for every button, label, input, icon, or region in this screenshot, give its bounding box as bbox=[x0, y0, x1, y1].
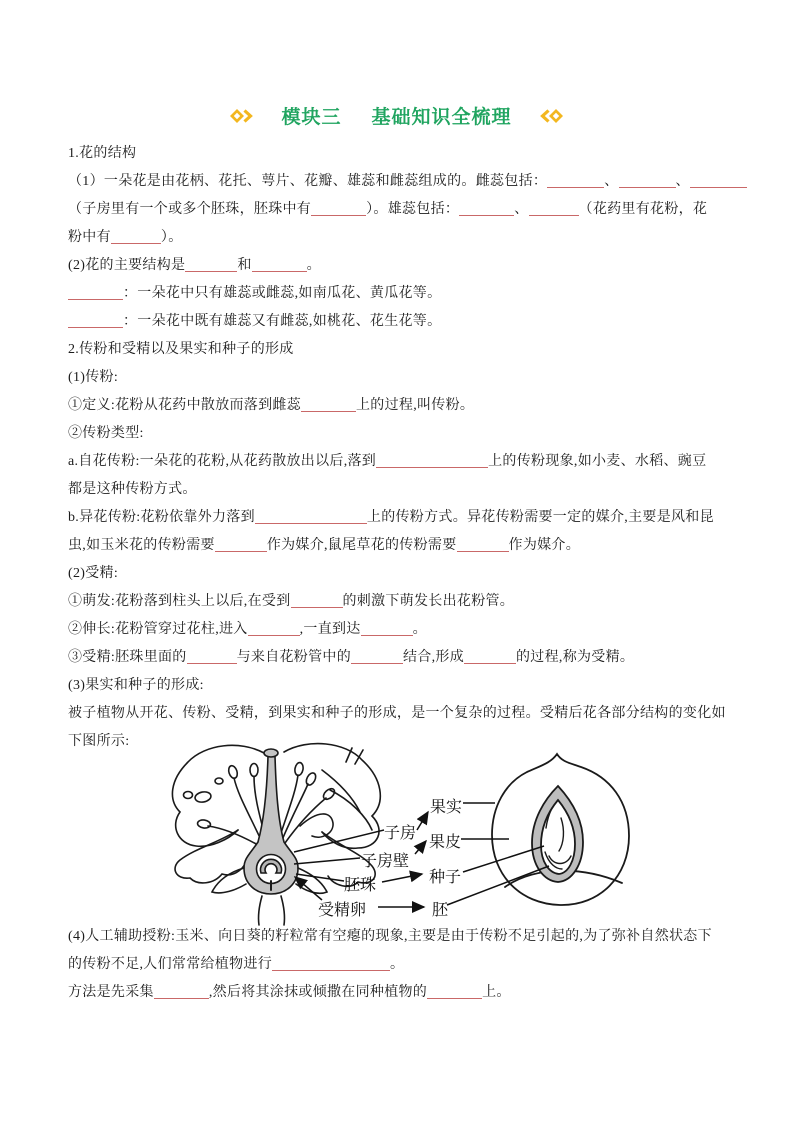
label-ovule: 胚珠 bbox=[344, 877, 377, 894]
text-segment: 结合,形成 bbox=[403, 650, 464, 665]
label-ovary-wall: 子房壁 bbox=[361, 853, 410, 870]
fill-blank bbox=[111, 229, 161, 244]
text-segment: a.自花传粉:一朵花的花粉,从花药散放出以后,落到 bbox=[68, 454, 377, 469]
text-line bbox=[68, 560, 738, 588]
text-line bbox=[68, 168, 738, 196]
text-line bbox=[68, 476, 738, 504]
text-segment: 上的传粉现象,如小麦、水稻、豌豆 bbox=[488, 454, 707, 469]
fill-blank bbox=[215, 537, 267, 552]
text-segment: （子房里有一个或多个胚珠，胚珠中有 bbox=[68, 202, 312, 217]
text-segment: 的传粉不足,人们常常给植物进行 bbox=[68, 957, 272, 972]
text-segment: (2)花的主要结构是 bbox=[68, 258, 186, 273]
text-segment: 上的过程,叫传粉。 bbox=[356, 398, 475, 413]
text-segment: ）。雄蕊包括： bbox=[366, 202, 460, 217]
text-line bbox=[68, 588, 738, 616]
text-segment: 的过程,称为受精。 bbox=[516, 650, 635, 665]
fill-blank bbox=[547, 173, 604, 188]
fruit-illustration bbox=[492, 754, 629, 905]
flower-fruit-diagram bbox=[150, 738, 662, 926]
text-line bbox=[68, 280, 738, 308]
fill-blank bbox=[690, 173, 747, 188]
text-segment: 。 bbox=[412, 622, 427, 637]
fill-blank bbox=[376, 453, 488, 468]
fill-blank bbox=[529, 201, 579, 216]
fill-blank bbox=[464, 649, 516, 664]
content-lines-after-diagram bbox=[68, 923, 738, 1007]
text-segment: (2)受精: bbox=[68, 566, 119, 581]
fill-blank bbox=[361, 621, 413, 636]
text-line bbox=[68, 644, 738, 672]
text-line bbox=[68, 616, 738, 644]
text-line bbox=[68, 140, 738, 168]
fill-blank bbox=[252, 257, 307, 272]
text-line bbox=[68, 364, 738, 392]
text-segment: 下图所示: bbox=[68, 734, 130, 749]
text-segment: ：一朵花中只有雄蕊或雌蕊,如南瓜花、黄瓜花等。 bbox=[123, 286, 442, 301]
chevron-left-diamond-icon bbox=[538, 107, 564, 125]
text-line bbox=[68, 532, 738, 560]
fill-blank bbox=[185, 257, 237, 272]
title-part-1: 模块三 bbox=[281, 107, 342, 128]
fill-blank bbox=[187, 649, 237, 664]
text-line bbox=[68, 336, 738, 364]
text-line bbox=[68, 951, 738, 979]
text-segment: （1）一朵花是由花柄、花托、萼片、花瓣、雄蕊和雌蕊组成的。雌蕊包括： bbox=[68, 174, 548, 189]
fill-blank bbox=[457, 537, 509, 552]
text-segment: 上的传粉方式。异花传粉需要一定的媒介,主要是风和昆 bbox=[366, 510, 714, 525]
text-segment: 粉中有 bbox=[68, 230, 111, 245]
fill-blank bbox=[248, 621, 300, 636]
fill-blank bbox=[291, 593, 343, 608]
text-segment: 、 bbox=[604, 174, 619, 189]
fill-blank bbox=[351, 649, 403, 664]
text-segment: 方法是先采集 bbox=[68, 985, 154, 1000]
label-fruit: 果实 bbox=[430, 799, 463, 816]
title-part-2: 基础知识全梳理 bbox=[371, 107, 512, 128]
fill-blank bbox=[68, 285, 123, 300]
fill-blank bbox=[619, 173, 676, 188]
diamond-chevron-right-icon bbox=[229, 107, 255, 125]
label-pericarp: 果皮 bbox=[429, 834, 462, 851]
fill-blank bbox=[301, 397, 356, 412]
text-segment: 与来自花粉管中的 bbox=[236, 650, 351, 665]
text-segment: 被子植物从开花、传粉、受精，到果实和种子的形成，是一个复杂的过程。受精后花各部分结构的变化如 bbox=[68, 706, 726, 721]
flower-illustration bbox=[172, 744, 380, 925]
text-segment: 。 bbox=[390, 957, 405, 972]
text-segment: ,然后将其涂抹或倾撒在同种植物的 bbox=[208, 985, 428, 1000]
text-line bbox=[68, 224, 738, 252]
text-segment: 2.传粉和受精以及果实和种子的形成 bbox=[68, 342, 294, 357]
text-segment: (4)人工辅助授粉:玉米、向日葵的籽粒常有空瘪的现象,主要是由于传粉不足引起的,为了弥补自然状态下 bbox=[68, 929, 712, 944]
text-segment: 作为媒介,鼠尾草花的传粉需要 bbox=[266, 538, 457, 553]
fill-blank bbox=[68, 313, 123, 328]
label-ovary: 子房 bbox=[384, 825, 417, 842]
text-segment: 和 bbox=[237, 258, 252, 273]
text-segment: 都是这种传粉方式。 bbox=[68, 482, 197, 497]
text-segment: 虫,如玉米花的传粉需要 bbox=[68, 538, 215, 553]
text-segment: 、 bbox=[675, 174, 690, 189]
label-embryo: 胚 bbox=[432, 902, 449, 919]
text-segment: 、 bbox=[514, 202, 529, 217]
text-segment: ③受精:胚珠里面的 bbox=[68, 650, 187, 665]
text-segment: b.异花传粉:花粉依靠外力落到 bbox=[68, 510, 255, 525]
text-line bbox=[68, 979, 738, 1007]
fill-blank bbox=[272, 956, 390, 971]
text-segment: ：一朵花中既有雄蕊又有雌蕊,如桃花、花生花等。 bbox=[123, 314, 442, 329]
text-segment: （花药里有花粉，花 bbox=[578, 202, 708, 217]
text-line bbox=[68, 504, 738, 532]
fill-blank bbox=[154, 984, 209, 999]
text-line bbox=[68, 308, 738, 336]
fill-blank bbox=[255, 509, 367, 524]
text-segment: 上。 bbox=[482, 985, 511, 1000]
text-segment: (3)果实和种子的形成: bbox=[68, 678, 204, 693]
text-line bbox=[68, 448, 738, 476]
text-line bbox=[68, 252, 738, 280]
text-line bbox=[68, 672, 738, 700]
fill-blank bbox=[311, 201, 366, 216]
text-segment: ,一直到达 bbox=[299, 622, 361, 637]
text-segment: ①定义:花粉从花药中散放而落到雌蕊 bbox=[68, 398, 301, 413]
text-segment: 1.花的结构 bbox=[68, 146, 137, 161]
text-line bbox=[68, 420, 738, 448]
text-segment: 作为媒介。 bbox=[508, 538, 581, 553]
text-line bbox=[68, 923, 738, 951]
page-title bbox=[281, 102, 511, 129]
text-segment: (1)传粉: bbox=[68, 370, 119, 385]
text-segment: ）。 bbox=[160, 230, 183, 245]
text-segment: ②传粉类型: bbox=[68, 426, 144, 441]
fill-blank bbox=[427, 984, 482, 999]
text-segment: 。 bbox=[306, 258, 321, 273]
label-fertilized-egg: 受精卵 bbox=[318, 902, 367, 919]
text-line bbox=[68, 196, 738, 224]
label-seed: 种子 bbox=[429, 869, 462, 886]
text-line bbox=[68, 700, 738, 728]
fill-blank bbox=[459, 201, 514, 216]
content-lines-before-diagram bbox=[68, 140, 738, 756]
text-segment: 的刺激下萌发长出花粉管。 bbox=[342, 594, 515, 609]
text-segment: ②伸长:花粉管穿过花柱,进入 bbox=[68, 622, 248, 637]
page-header bbox=[0, 102, 793, 129]
text-segment: ①萌发:花粉落到柱头上以后,在受到 bbox=[68, 594, 291, 609]
text-line bbox=[68, 392, 738, 420]
